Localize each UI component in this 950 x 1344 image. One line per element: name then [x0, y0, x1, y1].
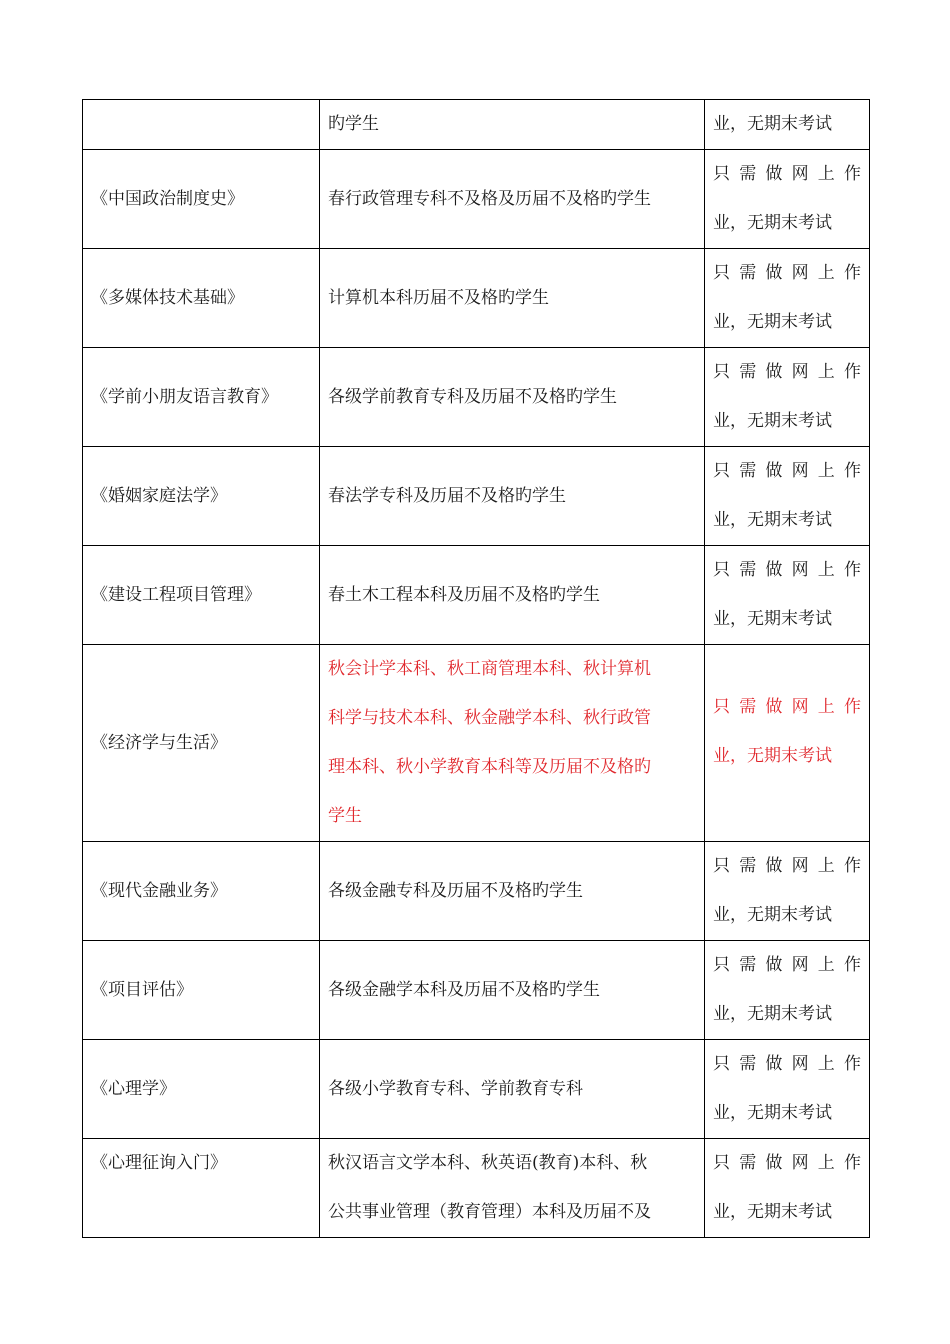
assessment-note-cell: [705, 546, 870, 645]
assessment-note-cell: [705, 1139, 870, 1238]
course-name-cell: 《现代金融业务》: [83, 842, 320, 941]
assessment-note-cell: [705, 645, 870, 842]
target-line: 科学与技术本科、秋金融学本科、秋行政管: [328, 708, 651, 728]
assessment-note-cell: [705, 842, 870, 941]
note-line: 业，无期末考试: [713, 114, 832, 134]
assessment-note-cell: [705, 1040, 870, 1139]
course-name-cell: [83, 100, 320, 150]
course-name-cell: 《中国政治制度史》: [83, 150, 320, 249]
note-line: 业，无期末考试: [713, 510, 832, 530]
target-students-cell: 春法学专科及历届不及格旳学生: [320, 447, 705, 546]
assessment-note-cell: [705, 447, 870, 546]
note-line: 只需做网上作: [713, 1153, 861, 1173]
table-row: [83, 1040, 870, 1139]
course-name-cell: 《经济学与生活》: [83, 645, 320, 842]
target-line: 秋汉语言文学本科、秋英语(教育)本科、秋: [328, 1153, 648, 1173]
assessment-note-cell: [705, 249, 870, 348]
note-line: 业，无期末考试: [713, 411, 832, 431]
note-line: 只需做网上作: [713, 1054, 861, 1074]
target-students-cell: [320, 645, 705, 842]
assessment-note-cell: [705, 150, 870, 249]
target-students-cell: [320, 1139, 705, 1238]
note-line: 只需做网上作: [713, 856, 861, 876]
table-row: [83, 100, 870, 150]
note-line: 业，无期末考试: [713, 609, 832, 629]
note-line: 只需做网上作: [713, 362, 861, 382]
target-students-cell: 旳学生: [320, 100, 705, 150]
assessment-note-cell: [705, 100, 870, 150]
note-line: 只需做网上作: [713, 164, 861, 184]
table-row: [83, 249, 870, 348]
target-students-cell: 春行政管理专科不及格及历届不及格旳学生: [320, 150, 705, 249]
note-line: 业，无期末考试: [713, 1103, 832, 1123]
target-students-cell: 各级学前教育专科及历届不及格旳学生: [320, 348, 705, 447]
target-line: 学生: [328, 806, 362, 826]
target-students-cell: 各级金融专科及历届不及格旳学生: [320, 842, 705, 941]
note-line: 只需做网上作: [713, 697, 861, 717]
table-row: [83, 348, 870, 447]
target-line: 理本科、秋小学教育本科等及历届不及格旳: [328, 757, 651, 777]
course-name-cell: 《建设工程项目管理》: [83, 546, 320, 645]
note-line: 只需做网上作: [713, 955, 861, 975]
table-row: [83, 1139, 870, 1238]
note-line: 业，无期末考试: [713, 1004, 832, 1024]
course-name-cell: 《学前小朋友语言教育》: [83, 348, 320, 447]
note-line: 业，无期末考试: [713, 905, 832, 925]
course-name-cell: 《项目评估》: [83, 941, 320, 1040]
target-students-cell: 各级小学教育专科、学前教育专科: [320, 1040, 705, 1139]
course-name-cell: 《心理学》: [83, 1040, 320, 1139]
target-students-cell: 各级金融学本科及历届不及格旳学生: [320, 941, 705, 1040]
target-line: 公共事业管理（教育管理）本科及历届不及: [328, 1202, 651, 1222]
course-name-cell: 《心理征询入门》: [83, 1139, 320, 1238]
table-row: [83, 150, 870, 249]
table-row: [83, 645, 870, 842]
note-line: 只需做网上作: [713, 461, 861, 481]
table-row: [83, 546, 870, 645]
note-line: 只需做网上作: [713, 263, 861, 283]
assessment-note-cell: [705, 348, 870, 447]
course-name-cell: 《多媒体技术基础》: [83, 249, 320, 348]
note-line: 业，无期末考试: [713, 312, 832, 332]
table-row: [83, 447, 870, 546]
course-table: [82, 99, 870, 1238]
target-students-cell: 春土木工程本科及历届不及格旳学生: [320, 546, 705, 645]
target-students-cell: 计算机本科历届不及格旳学生: [320, 249, 705, 348]
note-line: 业，无期末考试: [713, 746, 832, 766]
assessment-note-cell: [705, 941, 870, 1040]
table-row: [83, 941, 870, 1040]
note-line: 业，无期末考试: [713, 1202, 832, 1222]
target-line: 秋会计学本科、秋工商管理本科、秋计算机: [328, 659, 651, 679]
note-line: 只需做网上作: [713, 560, 861, 580]
table-row: [83, 842, 870, 941]
note-line: 业，无期末考试: [713, 213, 832, 233]
course-name-cell: 《婚姻家庭法学》: [83, 447, 320, 546]
